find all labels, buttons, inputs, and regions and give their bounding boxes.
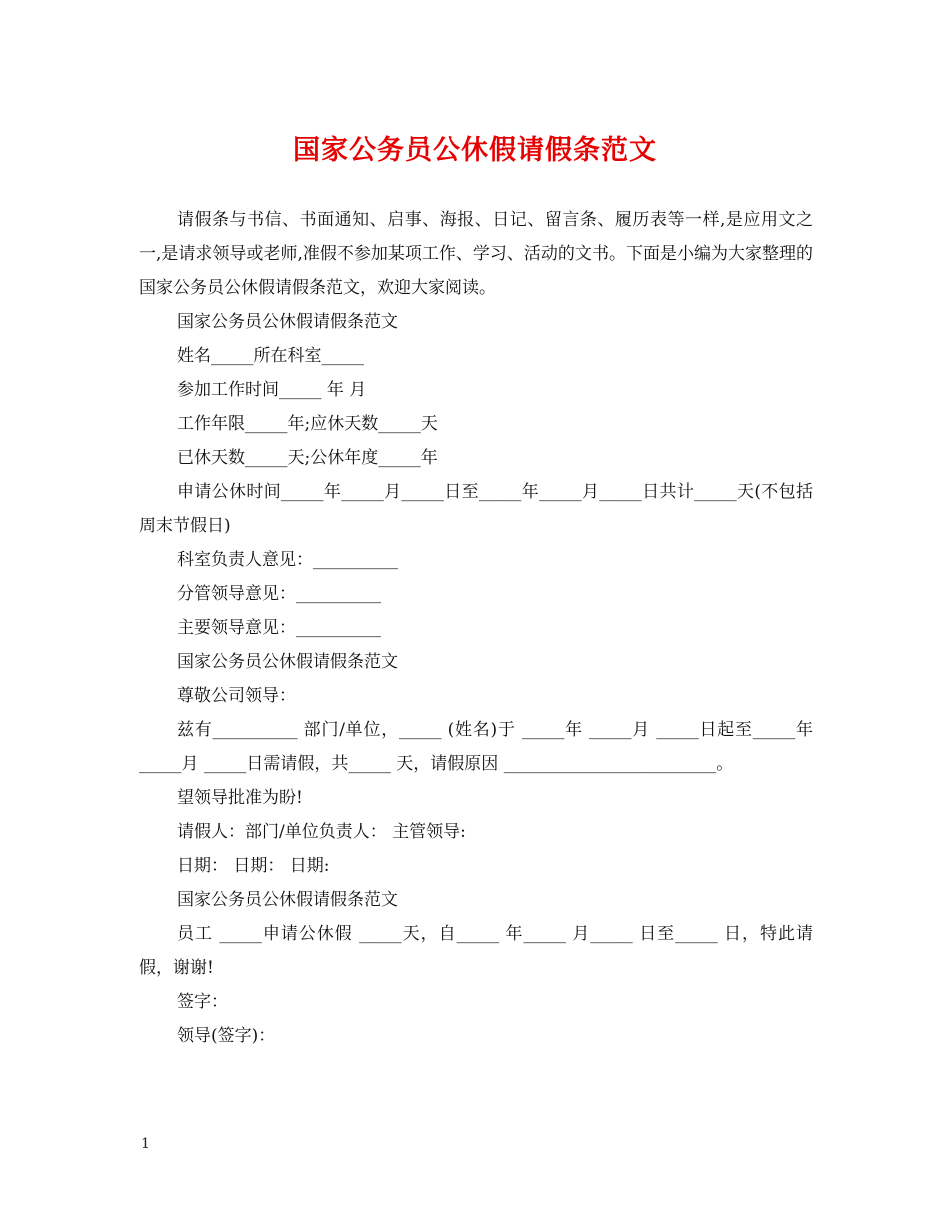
employee-request-paragraph: 员工 _____申请公休假 _____天，自_____ 年_____ 月_____ 日至_____ 日，特此请假，谢谢! [139, 924, 813, 978]
page-number: 1 [141, 1136, 150, 1152]
form-line-work-start: 参加工作时间_____ 年 月 [177, 380, 367, 400]
form-line-deputy-opinion: 分管领导意见：__________ [177, 584, 381, 604]
leader-signature-line: 领导(签字)： [177, 1026, 276, 1046]
form-line-days-taken: 已休天数_____天;公休年度_____年 [177, 448, 438, 468]
closing-line: 望领导批准为盼! [177, 788, 303, 808]
signature-line: 签字： [177, 992, 228, 1012]
leave-request-paragraph: 兹有__________ 部门/单位，_____ (姓名)于 _____年 _____月 _____日起至_____年 _____月 _____日需请假，共_____ 天，请假原因 _________________________。 [139, 720, 813, 774]
section-heading-3: 国家公务员公休假请假条范文 [177, 890, 398, 910]
document-body [139, 203, 813, 1053]
dates-line: 日期： 日期： 日期: [177, 856, 330, 876]
salutation: 尊敬公司领导： [177, 686, 296, 706]
section-heading-2: 国家公务员公休假请假条范文 [177, 652, 398, 672]
form-line-dept-opinion: 科室负责人意见：__________ [177, 550, 398, 570]
form-line-leave-period: 申请公休时间_____年_____月_____日至_____年_____月_____日共计_____天(不包括周末节假日) [139, 482, 813, 536]
form-line-work-years: 工作年限_____年;应休天数_____天 [177, 414, 438, 434]
section-heading-1: 国家公务员公休假请假条范文 [177, 312, 398, 332]
document-title: 国家公务员公休假请假条范文 [293, 135, 657, 166]
form-line-name-dept: 姓名_____所在科室_____ [177, 346, 364, 366]
signatories-line: 请假人：部门/单位负责人： 主管领导: [177, 822, 466, 842]
form-line-leader-opinion: 主要领导意见：__________ [177, 618, 381, 638]
intro-paragraph: 请假条与书信、书面通知、启事、海报、日记、留言条、履历表等一样,是应用文之一,是请求领导或老师,准假不参加某项工作、学习、活动的文书。下面是小编为大家整理的国家公务员公休假请假条范文，欢迎大家阅读。 [139, 210, 813, 298]
